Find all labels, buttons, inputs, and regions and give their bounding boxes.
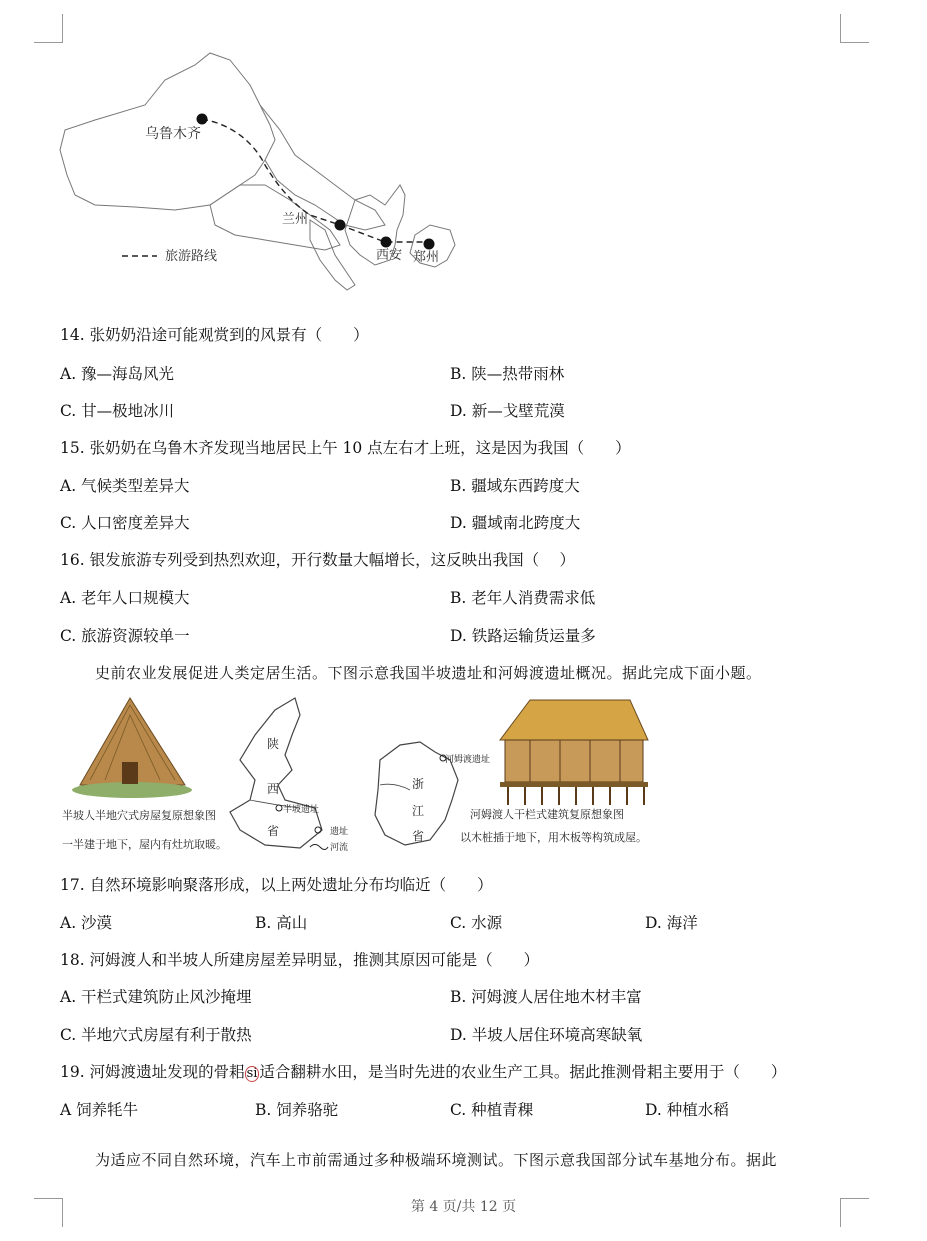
question-16-option-a: A. 老年人口规模大	[60, 589, 190, 607]
city-label-urumqi: 乌鲁木齐	[145, 126, 201, 142]
banpo-site-label: 半坡遗址	[283, 805, 320, 815]
question-19-option-c: C. 种植青稞	[450, 1101, 534, 1119]
legend-site-symbol	[315, 827, 321, 833]
question-19-option-d: D. 种植水稻	[645, 1101, 729, 1119]
pronunciation-annotation: si	[246, 1066, 258, 1081]
zhejiang-char-3: 省	[412, 829, 425, 843]
question-16-option-b: B. 老年人消费需求低	[450, 589, 596, 607]
crop-mark-top-left	[34, 14, 63, 43]
gansu-outline	[260, 105, 385, 230]
city-label-xian: 西安	[376, 248, 403, 263]
question-19-stem	[60, 1060, 786, 1082]
question-19-stem-part-2: 适合翻耕水田，是当时先进的农业生产工具。据此推测骨耜主要用于（ ）	[259, 1063, 787, 1081]
question-18-stem: 18. 河姆渡人和半坡人所建房屋差异明显，推测其原因可能是（ ）	[60, 951, 540, 969]
question-19-option-b: B. 饲养骆驼	[255, 1101, 339, 1119]
crop-mark-top-right	[840, 14, 869, 43]
question-17-stem: 17. 自然环境影响聚落形成，以上两处遗址分布均临近（ ）	[60, 876, 493, 894]
legend-river-label: 河流	[330, 843, 349, 853]
banpo-hut-illustration	[72, 698, 192, 798]
question-15-option-b: B. 疆域东西跨度大	[450, 477, 580, 495]
gansu-south-outline	[310, 220, 355, 290]
qinghai-outline	[210, 185, 340, 250]
question-14-stem: 14. 张奶奶沿途可能观赏到的风景有（ ）	[60, 326, 369, 344]
intro-paragraph-2: 为适应不同自然环境，汽车上市前需通过多种极端环境测试。下图示意我国部分试车基地分布。据此	[95, 1151, 778, 1169]
page-footer: 第 4 页/共 12 页	[410, 1199, 517, 1215]
hemudu-caption-2: 以木桩插于地下，用木板等构筑成屋。	[460, 831, 647, 844]
city-label-zhengzhou: 郑州	[413, 250, 440, 265]
shaanxi-char-3: 省	[267, 824, 280, 838]
intro-paragraph-1: 史前农业发展促进人类定居生活。下图示意我国半坡遗址和河姆渡遗址概况。据此完成下面小题。	[95, 664, 762, 682]
question-17-option-d: D. 海洋	[645, 914, 698, 932]
city-dot-urumqi	[197, 114, 208, 125]
shaanxi-char-1: 陕	[267, 737, 280, 751]
zhejiang-char-1: 浙	[412, 777, 425, 791]
legend-site-label: 遗址	[330, 827, 349, 837]
question-17-option-c: C. 水源	[450, 914, 503, 932]
question-15-stem: 15. 张奶奶在乌鲁木齐发现当地居民上午 10 点左右才上班，这是因为我国（ ）	[60, 439, 631, 457]
question-14-option-a: A. 豫—海岛风光	[60, 365, 175, 383]
question-17-option-b: B. 高山	[255, 914, 308, 932]
question-14-option-b: B. 陕—热带雨林	[450, 365, 565, 383]
question-15-option-d: D. 疆域南北跨度大	[450, 514, 581, 532]
banpo-hemudu-figure	[60, 690, 660, 855]
travel-route-map	[55, 45, 475, 295]
question-18-option-d: D. 半坡人居住环境高寒缺氧	[450, 1026, 643, 1044]
legend-river-symbol	[310, 845, 328, 850]
question-15-option-c: C. 人口密度差异大	[60, 514, 190, 532]
question-18-option-a: A. 干栏式建筑防止风沙掩埋	[60, 988, 252, 1006]
city-dot-xian	[381, 237, 392, 248]
hemudu-site-label: 河姆渡遗址	[445, 755, 491, 765]
banpo-site-marker	[276, 805, 282, 811]
question-18-option-b: B. 河姆渡人居住地木材丰富	[450, 988, 642, 1006]
city-dot-zhengzhou	[424, 239, 435, 250]
question-19-stem-part-1: 19. 河姆渡遗址发现的骨耜	[60, 1063, 245, 1081]
shaanxi-char-2: 西	[267, 782, 280, 796]
city-dot-lanzhou	[335, 220, 346, 231]
question-15-option-a: A. 气候类型差异大	[60, 477, 190, 495]
banpo-caption-1: 半坡人半地穴式房屋复原想象图	[62, 809, 216, 822]
hemudu-caption-1: 河姆渡人干栏式建筑复原想象图	[470, 808, 624, 821]
question-14-option-c: C. 甘—极地冰川	[60, 402, 175, 420]
question-14-option-d: D. 新—戈壁荒漠	[450, 402, 565, 420]
zhejiang-char-2: 江	[412, 804, 425, 818]
question-16-option-d: D. 铁路运输货运量多	[450, 627, 596, 645]
question-16-stem: 16. 银发旅游专列受到热烈欢迎，开行数量大幅增长，这反映出我国（ ）	[60, 551, 576, 569]
banpo-caption-2: 一半建于地下，屋内有灶坑取暖。	[62, 838, 227, 851]
legend-label: 旅游路线	[165, 249, 218, 264]
question-17-option-a: A. 沙漠	[60, 914, 113, 932]
question-18-option-c: C. 半地穴式房屋有利于散热	[60, 1026, 252, 1044]
city-label-lanzhou: 兰州	[282, 212, 309, 227]
question-16-option-c: C. 旅游资源较单一	[60, 627, 190, 645]
question-19-option-a: A 饲养牦牛	[60, 1101, 139, 1119]
hemudu-stilt-house-illustration	[500, 700, 648, 805]
